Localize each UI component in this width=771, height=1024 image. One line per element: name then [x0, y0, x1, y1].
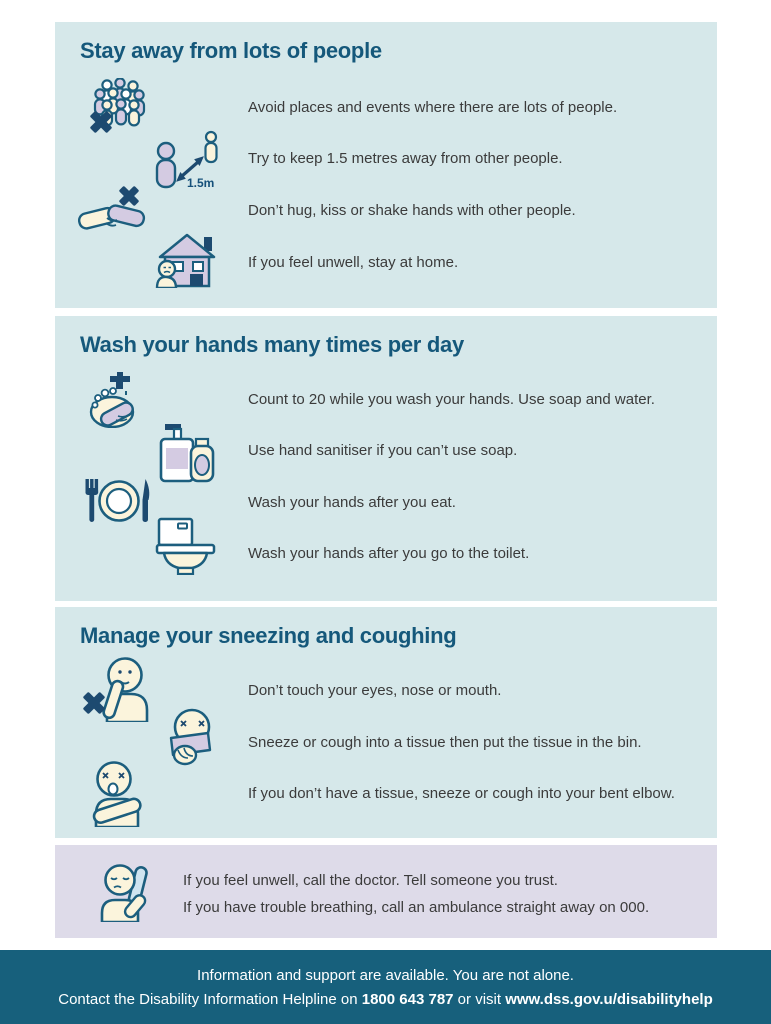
section-title: Manage your sneezing and coughing	[80, 623, 457, 648]
footer-visit-text: or visit	[453, 990, 506, 1008]
alert-panel	[55, 845, 717, 938]
wash-hands-icon	[88, 372, 145, 428]
toilet-icon	[155, 517, 217, 575]
footer-contact-text: Contact the Disability Information Helpline on	[58, 990, 362, 1008]
item-text: If you feel unwell, stay at home.	[248, 254, 459, 271]
item-text: If you don’t have a tissue, sneeze or cough into your bent elbow.	[248, 785, 675, 802]
tissue-sneeze-icon	[168, 708, 212, 772]
item-text: Wash your hands after you eat.	[248, 494, 456, 511]
item-text: Try to keep 1.5 metres away from other people.	[248, 150, 563, 167]
item-text: Avoid places and events where there are lots of people.	[248, 99, 618, 116]
item-text: Don’t touch your eyes, nose or mouth.	[248, 682, 502, 699]
section-title: Stay away from lots of people	[80, 38, 382, 63]
section-sneezing	[55, 607, 717, 838]
footer	[0, 950, 771, 1024]
alert-line: If you have trouble breathing, call an ambulance straight away on 000.	[183, 899, 650, 916]
section-wash-hands	[55, 316, 717, 601]
hand-sanitiser-icon	[157, 417, 215, 483]
phone-doctor-icon	[100, 863, 150, 922]
item-text: Don’t hug, kiss or shake hands with other people.	[248, 202, 576, 219]
item-text: Wash your hands after you go to the toilet.	[248, 545, 530, 562]
footer-line1: Information and support are available. You are not alone.	[197, 966, 574, 984]
no-handshake-icon	[78, 185, 147, 233]
alert-line: If you feel unwell, call the doctor. Tell someone you trust.	[183, 872, 558, 889]
helpline-number: 1800 643 787	[361, 990, 454, 1008]
stay-home-icon	[152, 230, 222, 288]
footer-line2	[58, 991, 713, 1008]
elbow-sneeze-icon	[92, 760, 145, 827]
distance-label: 1.5m	[187, 176, 215, 190]
helpline-url: www.dss.gov.u/disabilityhelp	[505, 990, 713, 1008]
item-text: Use hand sanitiser if you can’t use soap.	[248, 442, 518, 459]
section-title: Wash your hands many times per day	[80, 332, 464, 357]
section-stay-away	[55, 22, 717, 308]
keep-distance-icon	[153, 130, 225, 190]
meal-icon	[85, 478, 152, 523]
no-touch-face-icon	[83, 655, 153, 722]
item-text: Count to 20 while you wash your hands. Use soap and water.	[248, 391, 655, 408]
crowd-no-icon	[88, 78, 153, 134]
item-text: Sneeze or cough into a tissue then put the tissue in the bin.	[248, 734, 642, 751]
